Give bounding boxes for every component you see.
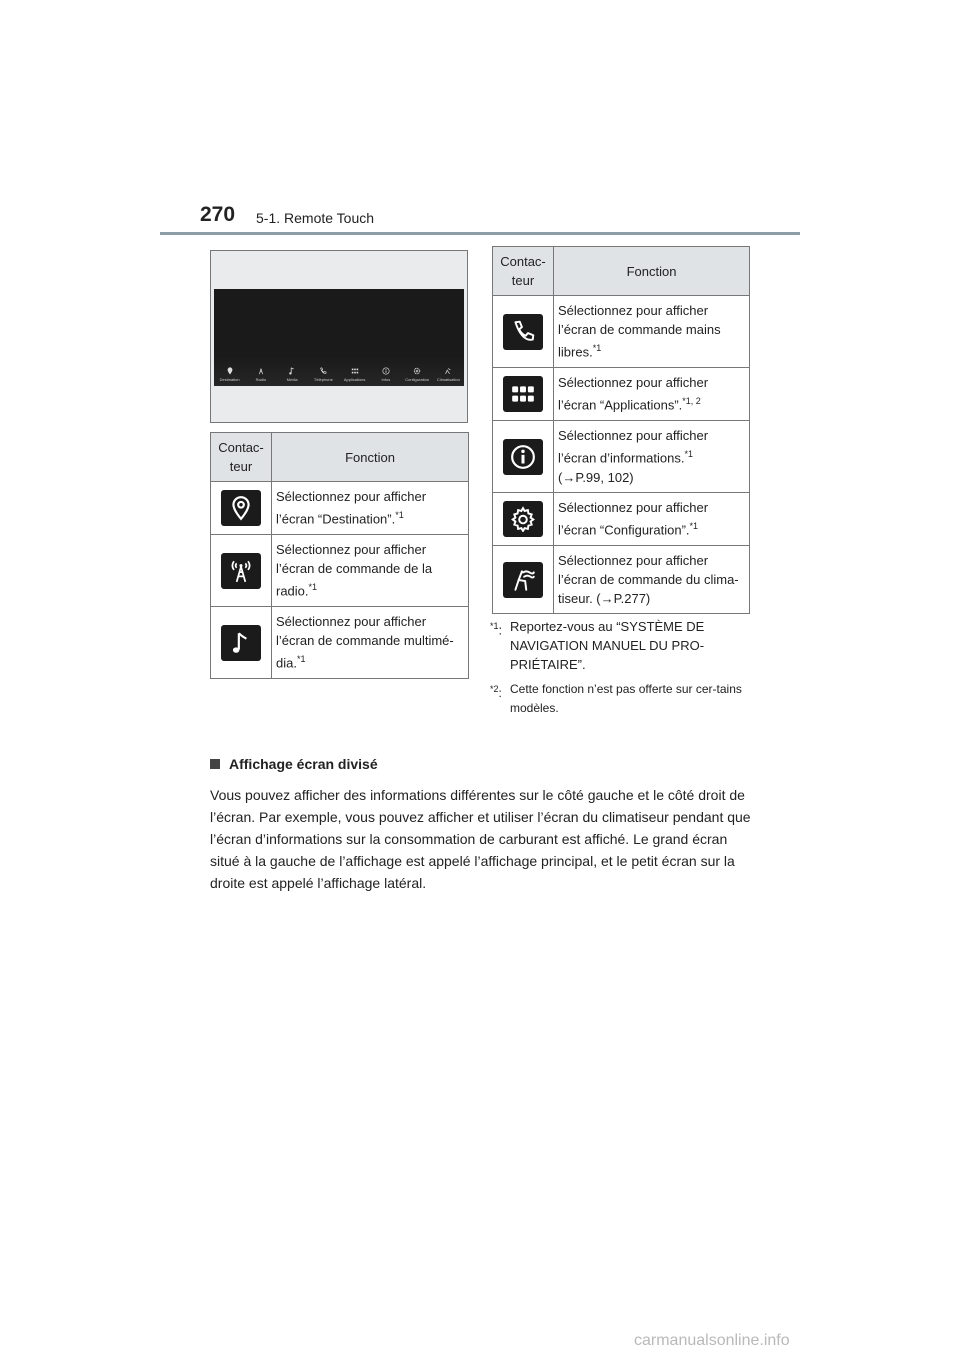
bar-item-configuration: Configuration: [403, 367, 431, 382]
info-icon: [382, 367, 390, 375]
column-header-switch: Contac-teur: [211, 433, 272, 482]
radio-tower-icon: [257, 367, 265, 375]
bar-item-applications: Applications: [341, 367, 369, 382]
location-pin-icon: [226, 367, 234, 375]
table-row: Sélectionnez pour afficher l’écran de commande multimé-dia.$^{*1}$: [211, 607, 469, 679]
climate-icon: [503, 562, 543, 598]
table-row: Sélectionnez pour afficher l’écran “Destination”.$^{*1}$: [211, 482, 469, 535]
gear-icon: [413, 367, 421, 375]
apps-grid-icon: [351, 367, 359, 375]
square-bullet-icon: [210, 759, 220, 769]
section-heading: Affichage écran divisé: [210, 756, 378, 772]
page-number: 270: [200, 203, 236, 226]
screen-display: [214, 289, 464, 386]
phone-icon: [503, 314, 543, 350]
table-row: Sélectionnez pour afficher l’écran “Applications”.$^{*1, 2}$: [493, 368, 750, 421]
column-header-function: Fonction: [272, 433, 469, 482]
bar-item-infos: Infos: [372, 367, 400, 382]
music-note-icon: [288, 367, 296, 375]
header-divider: [160, 232, 800, 235]
bar-item-destination: Destination: [216, 367, 244, 382]
location-pin-icon: [221, 490, 261, 526]
screen-menu-bar: [214, 356, 464, 386]
watermark: carmanualsonline.info: [634, 1332, 790, 1349]
music-note-icon: [221, 625, 261, 661]
bar-item-media: Media: [278, 367, 306, 382]
climate-icon: [444, 367, 452, 375]
gear-icon: [503, 501, 543, 537]
table-row: Sélectionnez pour afficher l’écran de commande de la radio.$^{*1}$: [211, 535, 469, 607]
table-row: Sélectionnez pour afficher l’écran de commande du clima-tiseur. (→P.277): [493, 546, 750, 614]
body-paragraph: Vous pouvez afficher des informations différentes sur le côté gauche et le côté droit de l’écran. Par exemple, vous pouvez afficher et utiliser l’écran du climatiseur pendant que l’écran d’informations sur la consommation de carburant est affiché. Le grand écran situé à la gauche de l’affichage est appelé l’affichage principal, et le petit écran sur la droite est appelé l’affichage latéral.: [210, 787, 751, 891]
info-icon: [503, 439, 543, 475]
footnote: $^{*2}$: Cette fonction n’est pas offerte sur cer-tains modèles.: [490, 682, 742, 715]
bar-item-radio: Radio: [247, 367, 275, 382]
function-table-left: [210, 432, 469, 679]
table-row: Sélectionnez pour afficher l’écran de commande mains libres.$^{*1}$: [493, 296, 750, 368]
footnotes: [490, 617, 755, 718]
screen-illustration: [210, 250, 468, 423]
column-header-switch: Contac-teur: [493, 247, 554, 296]
phone-icon: [319, 367, 327, 375]
column-header-function: Fonction: [554, 247, 750, 296]
bar-item-telephone: Téléphone: [309, 367, 337, 382]
table-row: Sélectionnez pour afficher l’écran “Configuration”.$^{*1}$: [493, 493, 750, 546]
section-title: 5-1. Remote Touch: [256, 210, 375, 226]
apps-grid-icon: [503, 376, 543, 412]
table-row: Sélectionnez pour afficher l’écran d’informations.$^{*1}$ (→P.99, 102): [493, 421, 750, 493]
function-table-right: [492, 246, 750, 614]
radio-tower-icon: [221, 553, 261, 589]
footnote: $^{*1}$: Reportez-vous au “SYSTÈME DE NAVIGATION MANUEL DU PRO-PRIÉTAIRE”.: [490, 619, 705, 672]
bar-item-climatisation: Climatisation: [434, 367, 462, 382]
